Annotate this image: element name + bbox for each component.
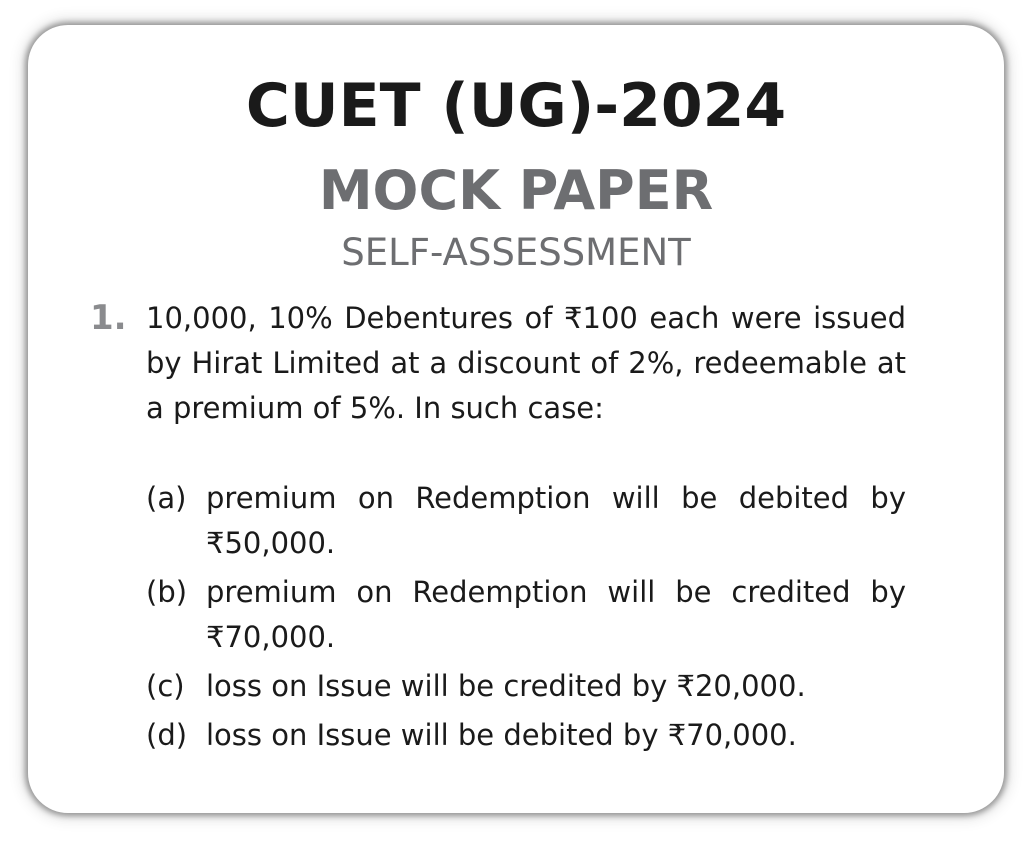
option-c[interactable] — [146, 664, 906, 709]
option-label: (b) — [146, 575, 188, 609]
question-stem: 10,000, 10% Debentures of ₹100 each were issued by Hirat Limited at a discount of 2%, redeemable at a premium of 5%. In such case: — [146, 301, 906, 425]
option-a[interactable] — [146, 476, 906, 566]
option-label: (d) — [146, 718, 188, 752]
section-label: SELF-ASSESSMENT — [341, 231, 691, 274]
option-b[interactable] — [146, 570, 906, 660]
option-text: premium on Redemption will be credited by ₹70,000. — [206, 575, 906, 654]
mock-paper-card — [28, 25, 1004, 813]
page-title: CUET (UG)-2024 — [245, 71, 787, 141]
option-d[interactable] — [146, 713, 906, 758]
option-text: loss on Issue will be debited by ₹70,000. — [206, 718, 797, 752]
option-label: (a) — [146, 481, 187, 515]
question-number: 1. — [90, 298, 127, 338]
page-subtitle: MOCK PAPER — [318, 159, 714, 222]
option-text: premium on Redemption will be debited by ₹50,000. — [206, 481, 906, 560]
option-text: loss on Issue will be credited by ₹20,000. — [206, 669, 806, 703]
answer-options — [146, 476, 906, 762]
option-label: (c) — [146, 669, 185, 703]
